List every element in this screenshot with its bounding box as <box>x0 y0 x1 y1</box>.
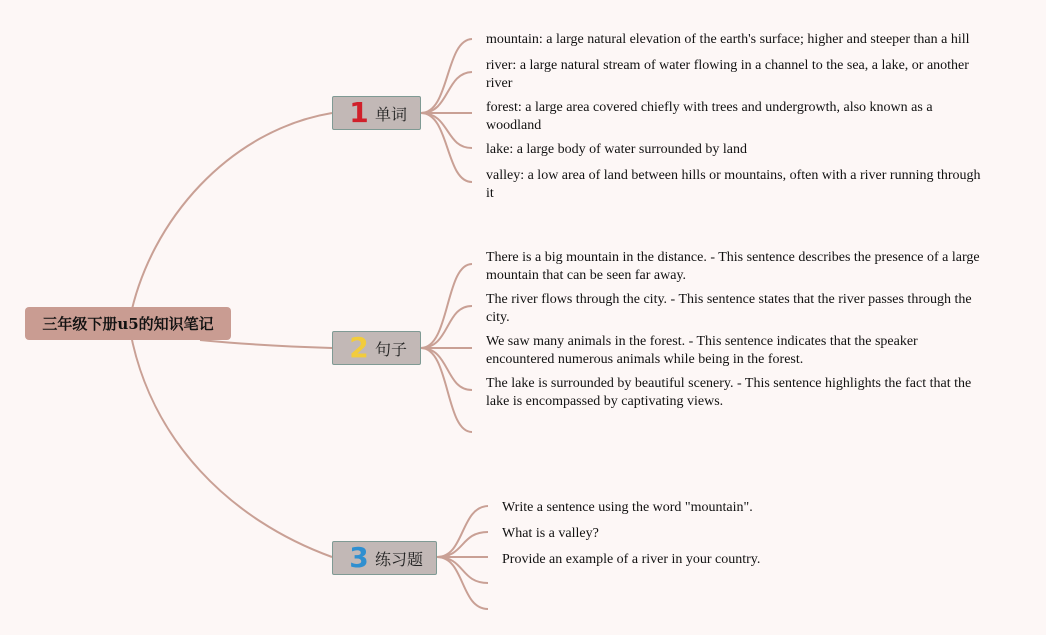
leaf-item[interactable]: valley: a low area of land between hills or mountains, often with a river running through it <box>486 168 981 201</box>
link-t2-leaf <box>421 264 472 348</box>
number-two-icon: 2 <box>349 331 369 364</box>
number-one-icon: 1 <box>349 96 369 129</box>
link-t3-leaf <box>437 532 488 557</box>
leaf-item[interactable]: forest: a large area covered chiefly with trees and undergrowth, also known as a woodland <box>486 100 933 133</box>
leaf-item[interactable]: lake: a large body of water surrounded by land <box>486 142 747 157</box>
leaf-item[interactable]: The lake is surrounded by beautiful scenery. - This sentence highlights the fact that the lake is encompassed by captivating views. <box>486 376 972 409</box>
link-t3-leaf <box>437 506 488 557</box>
link-t1-leaf <box>421 39 472 113</box>
topic-node-sentences[interactable] <box>332 331 421 365</box>
number-three-icon: 3 <box>349 541 369 574</box>
leaf-item[interactable]: We saw many animals in the forest. - This sentence indicates that the speaker encountered numerous animals while being in the forest. <box>486 334 918 367</box>
leaf-item[interactable]: What is a valley? <box>502 526 599 541</box>
link-root-topic-3 <box>130 330 332 557</box>
leaf-item[interactable]: river: a large natural stream of water flowing in a channel to the sea, a lake, or another river <box>486 58 969 91</box>
root-node[interactable] <box>25 307 231 340</box>
leaf-item[interactable]: Write a sentence using the word "mountain". <box>502 500 753 515</box>
leaf-item[interactable]: Provide an example of a river in your country. <box>502 552 761 567</box>
link-root-topic-2 <box>200 340 332 348</box>
link-root-topic-1 <box>130 113 332 318</box>
leaf-item[interactable]: mountain: a large natural elevation of the earth's surface; higher and steeper than a hill <box>486 32 970 47</box>
topic-label: 练习题 <box>375 549 424 569</box>
topic-label: 句子 <box>375 339 408 359</box>
leaf-item[interactable]: There is a big mountain in the distance. - This sentence describes the presence of a large mountain that can be seen far away. <box>486 250 980 283</box>
link-t2-leaf <box>421 348 472 432</box>
root-title: 三年级下册u5的知识笔记 <box>42 315 214 333</box>
topic-node-exercises[interactable] <box>332 541 437 575</box>
topic-node-words[interactable] <box>332 96 421 130</box>
topic-label: 单词 <box>375 104 408 124</box>
leaf-item[interactable]: The river flows through the city. - This sentence states that the river passes through the city. <box>486 292 972 325</box>
link-t3-leaf <box>437 557 488 583</box>
